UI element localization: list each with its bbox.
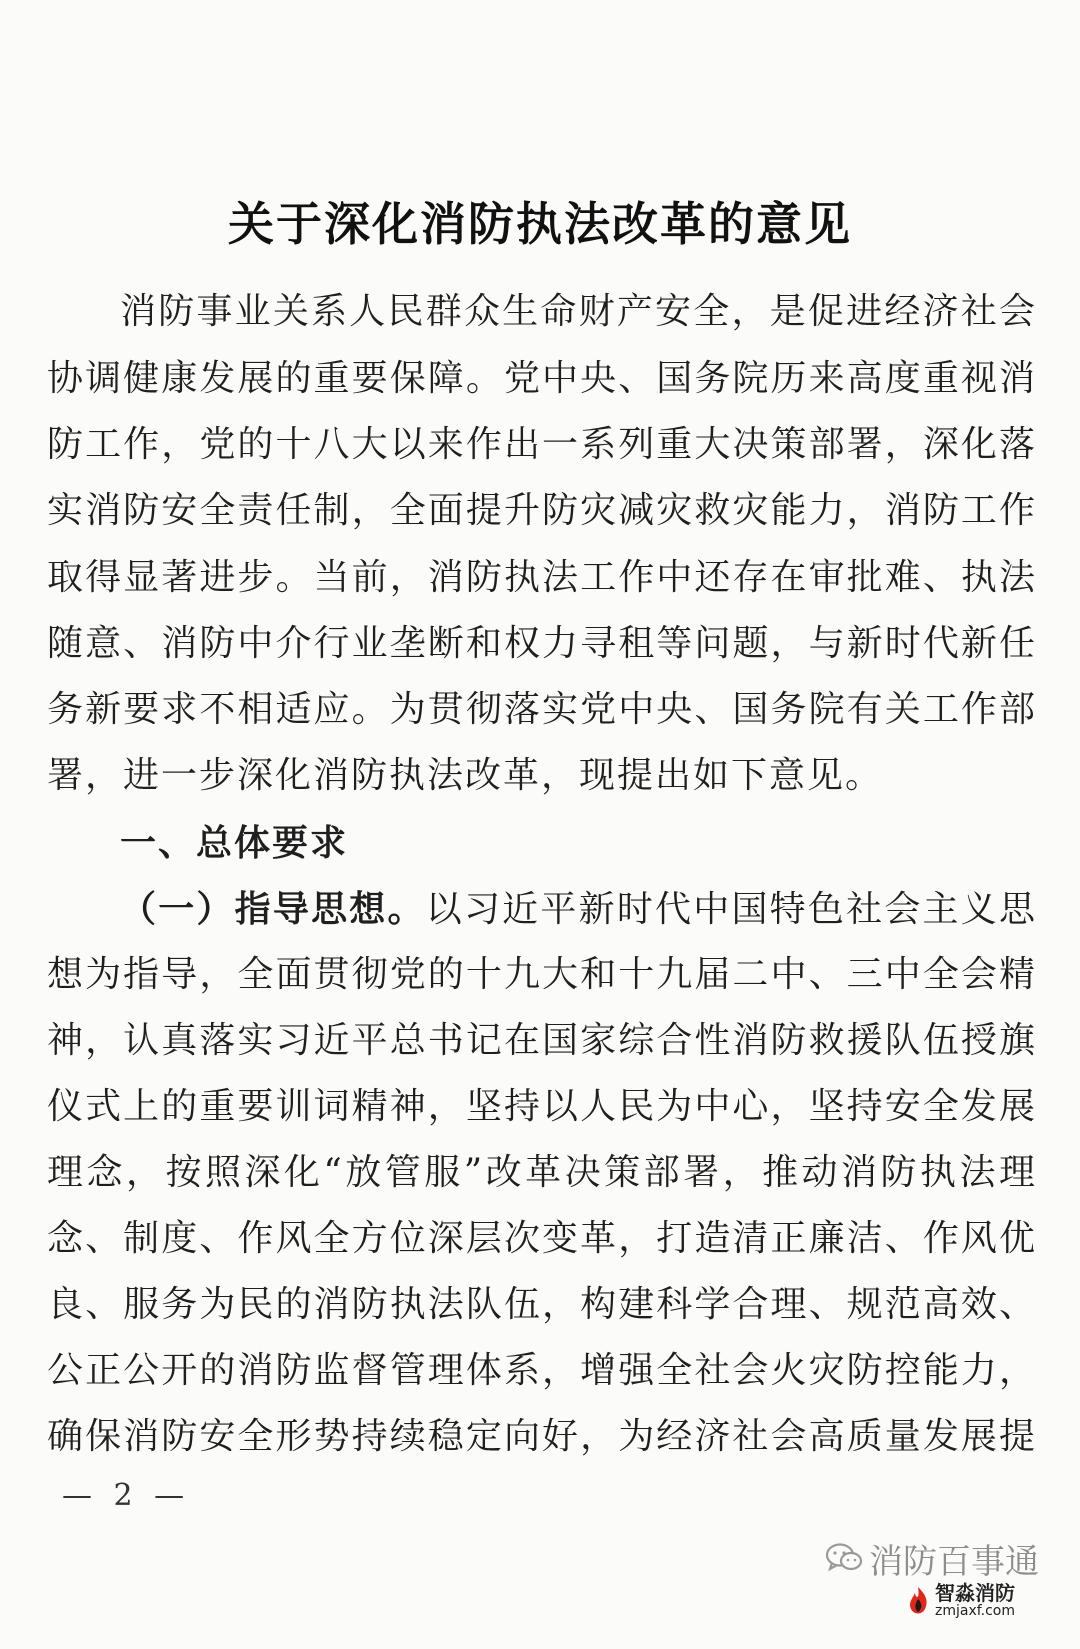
section-heading: 一、总体要求 [120, 822, 349, 864]
wechat-watermark [825, 1536, 1039, 1580]
paragraph-line: 消防事业关系人民群众生命财产安全，是促进经济社会 [120, 291, 1037, 332]
wechat-icon [825, 1542, 863, 1574]
paragraph-line: 确保消防安全形势持续稳定向好，为经济社会高质量发展提 [47, 1416, 1037, 1457]
paragraph-line: 协调健康发展的重要保障。党中央、国务院历来高度重视消 [47, 358, 1037, 399]
paragraph-line-text: 以习近平新时代中国特色社会主义思 [425, 889, 1037, 930]
paragraph-line: 神，认真落实习近平总书记在国家综合性消防救援队伍授旗 [47, 1020, 1037, 1061]
paragraph-line: 念、制度、作风全方位深层次变革，打造清正廉洁、作风优 [47, 1218, 1037, 1259]
page-number: — 2 — [62, 1478, 191, 1513]
paragraph-line: 实消防安全责任制，全面提升防灾减灾救灾能力，消防工作 [47, 490, 1037, 531]
paragraph-line: 想为指导，全面贯彻党的十九大和十九届二中、三中全会精 [47, 954, 1037, 995]
site-logo [905, 1582, 1015, 1619]
logo-url: zmjaxf.com [935, 1603, 1016, 1619]
paragraph-line: 仪式上的重要训词精神，坚持以人民为中心，坚持安全发展 [47, 1086, 1037, 1127]
watermark-account-name: 消防百事通 [869, 1541, 1039, 1582]
logo-name: 智淼消防 [935, 1581, 1015, 1605]
paragraph-line: 随意、消防中介行业垄断和权力寻租等问题，与新时代新任 [47, 623, 1037, 664]
paragraph-lead: （一）指导思想。 [120, 888, 426, 930]
paragraph-line: 取得显著进步。当前，消防执法工作中还存在审批难、执法 [47, 557, 1037, 598]
zhimiao-logo-icon [905, 1585, 931, 1617]
paragraph-line: 公正公开的消防监督管理体系，增强全社会火灾防控能力， [47, 1350, 1037, 1391]
paragraph-line: 防工作，党的十八大以来作出一系列重大决策部署，深化落 [47, 424, 1037, 465]
document-title: 关于深化消防执法改革的意见 [228, 197, 852, 251]
paragraph-line: 务新要求不相适应。为贯彻落实党中央、国务院有关工作部 [47, 689, 1037, 730]
paragraph-line: 良、服务为民的消防执法队伍，构建科学合理、规范高效、 [47, 1284, 1037, 1325]
paragraph-line [120, 887, 1037, 931]
paragraph-line: 署，进一步深化消防执法改革，现提出如下意见。 [47, 755, 884, 796]
paragraph-line: 理念，按照深化“放管服”改革决策部署，推动消防执法理 [47, 1152, 1037, 1193]
